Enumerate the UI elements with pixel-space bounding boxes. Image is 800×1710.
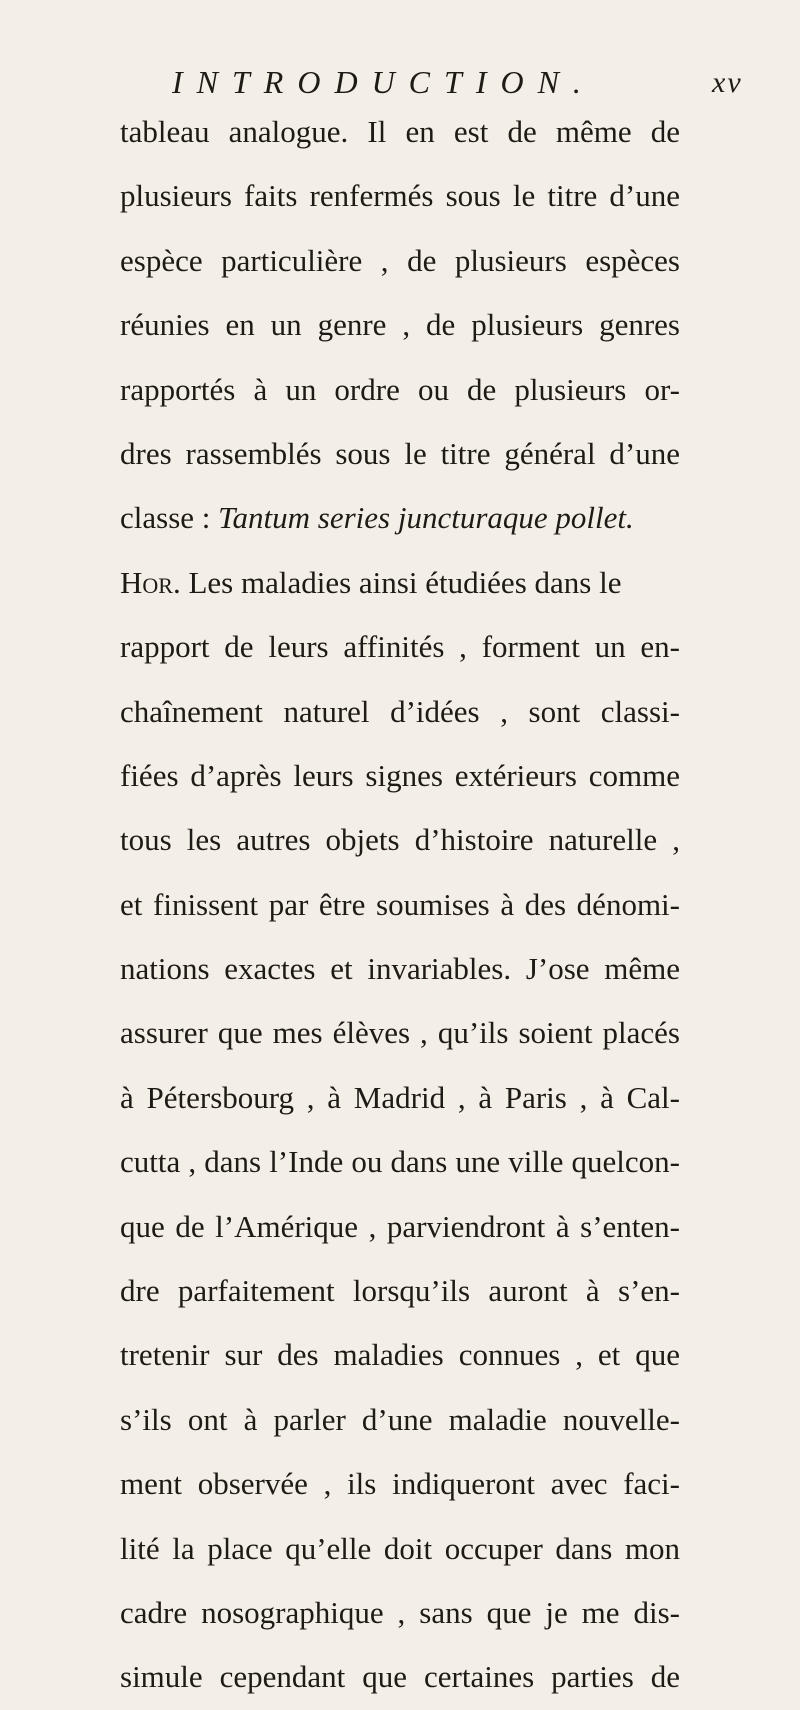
text-line: cutta , dans l’Inde ou dans une ville quelcon- <box>120 1144 680 1180</box>
quote-author: Hor <box>120 564 173 600</box>
text-line: fiées d’après leurs signes extérieurs comme <box>120 757 680 793</box>
text-line: dres rassemblés sous le titre général d’une <box>120 435 680 471</box>
text-line: ment observée , ils indiqueront avec faci- <box>120 1466 680 1502</box>
text-line: à Pétersbourg , à Madrid , à Paris , à Cal- <box>120 1079 680 1115</box>
text-fragment: . Les maladies ainsi étudiées dans le <box>172 564 622 600</box>
text-line: dre parfaitement lorsqu’ils auront à s’en- <box>120 1273 680 1309</box>
text-line: tretenir sur des maladies connues , et que <box>120 1337 680 1373</box>
text-line: tableau analogue. Il en est de même de <box>120 114 680 149</box>
text-line: rapport de leurs affinités , forment un en- <box>120 629 680 665</box>
text-line: rapportés à un ordre ou de plusieurs or- <box>120 371 680 407</box>
running-title: INTRODUCTION. <box>172 64 595 100</box>
page-number: xv <box>712 66 743 99</box>
text-line: assurer que mes élèves , qu’ils soient placés <box>120 1015 680 1051</box>
text-line: lité la place qu’elle doit occuper dans mon <box>120 1530 680 1566</box>
text-line-with-author <box>120 551 680 615</box>
text-line: que de l’Amérique , parviendront à s’enten- <box>120 1208 680 1244</box>
text-line: cadre nosographique , sans que je me dis- <box>120 1594 680 1630</box>
text-line: plusieurs faits renfermés sous le titre d’une <box>120 178 680 214</box>
text-fragment: classe : <box>120 500 219 536</box>
text-line: réunies en un genre , de plusieurs genres <box>120 307 680 343</box>
latin-quote: Tantum series juncturaque pollet. <box>218 500 634 536</box>
text-line: simule cependant que certaines parties de <box>120 1659 680 1695</box>
text-line: espèce particulière , de plusieurs espèces <box>120 242 680 278</box>
text-line: et finissent par être soumises à des dénomi- <box>120 886 680 922</box>
text-line: s’ils ont à parler d’une maladie nouvelle- <box>120 1401 680 1437</box>
text-line-with-quote <box>120 486 680 550</box>
text-line: nations exactes et invariables. J’ose même <box>120 951 680 987</box>
text-line: chaînement naturel d’idées , sont classi- <box>120 693 680 729</box>
text-line: tous les autres objets d’histoire naturelle , <box>120 822 680 858</box>
body-text <box>120 100 680 1710</box>
